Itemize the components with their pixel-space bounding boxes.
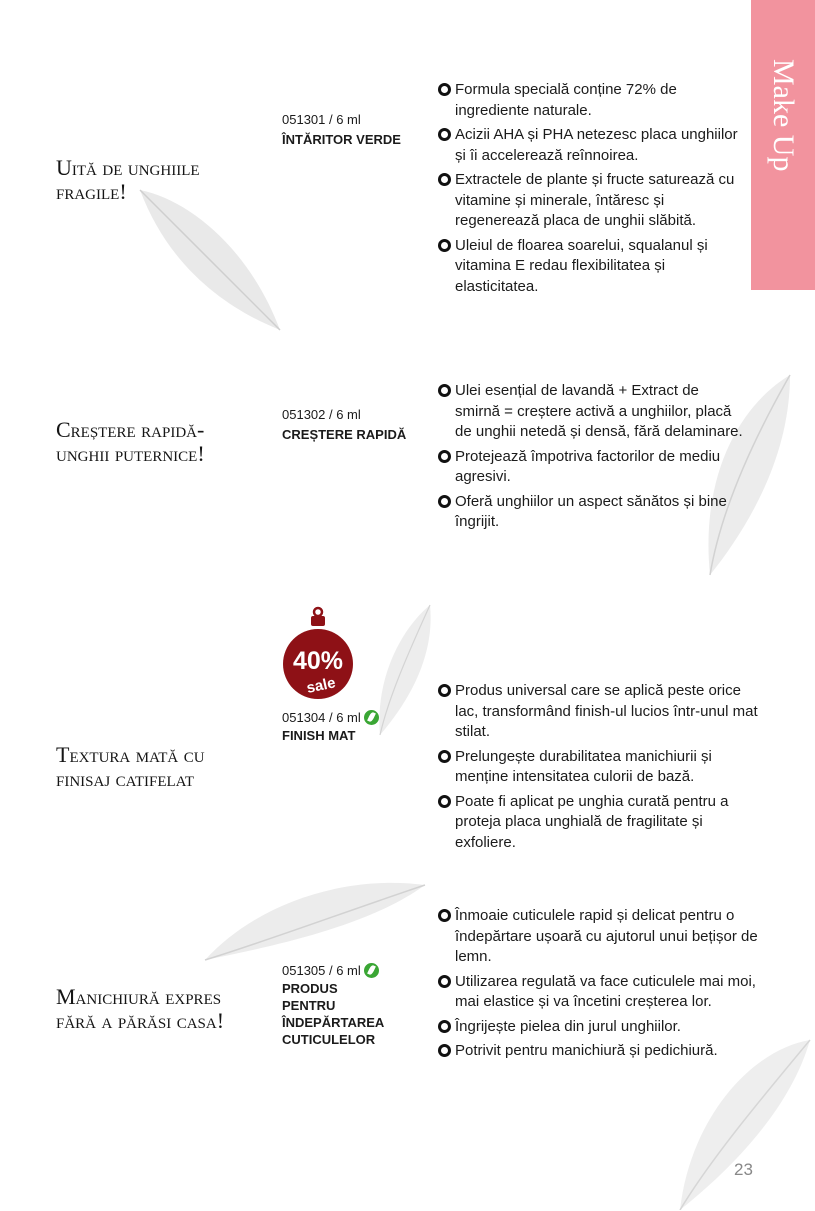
product-code: 051305 / 6 ml [282, 962, 379, 979]
bullet-icon [438, 750, 451, 763]
bullet-icon [438, 1044, 451, 1057]
bullet-icon [438, 795, 451, 808]
feature-item: Formula specială conține 72% de ingrediente naturale. [438, 80, 738, 121]
section-tab-label: Make Up [767, 58, 800, 172]
product-name: PRODUS PENTRU ÎNDEPĂRTAREA CUTICULELOR [282, 981, 384, 1047]
page-number: 23 [734, 1160, 753, 1179]
product-name: ÎNTĂRITOR VERDE [282, 132, 401, 147]
leaf-icon [364, 963, 379, 978]
product-name: CREȘTERE RAPIDĂ [282, 427, 407, 442]
sale-badge [282, 606, 354, 708]
product-name: FINISH MAT [282, 728, 356, 743]
bullet-icon [438, 128, 451, 141]
feature-list [438, 681, 760, 857]
feature-item: Utilizarea regulată va face cuticulele mai moi, mai elastice și va încetini creșterea lor. [438, 972, 763, 1013]
bullet-icon [438, 384, 451, 397]
product-headline: Manichiură expres fără a părăsi casa! [56, 984, 225, 1033]
sale-badge-percent: 40% [292, 647, 344, 675]
feature-item: Înmoaie cuticulele rapid și delicat pentru o îndepărtare ușoară cu ajutorul unui bețișor de lemn. [438, 906, 763, 968]
bullet-icon [438, 239, 451, 252]
product-code: 051301 / 6 ml [282, 112, 361, 127]
product-headline: Textura mată cu finisaj catifelat [56, 742, 205, 791]
leaf-icon [364, 710, 379, 725]
feature-item: Produs universal care se aplică peste orice lac, transformând finish-ul lucios într-unul mat stilat. [438, 681, 760, 743]
feather-decoration [130, 180, 290, 340]
feature-list [438, 80, 738, 301]
feature-list [438, 381, 743, 537]
feature-item: Uleiul de floarea soarelui, squalanul și vitamina E redau flexibilitatea și elasticitatea. [438, 236, 738, 298]
bullet-icon [438, 1020, 451, 1033]
bullet-icon [438, 173, 451, 186]
feature-item: Acizii AHA și PHA netezesc placa unghiilor și îi accelerează reînnoirea. [438, 125, 738, 166]
feature-item: Extractele de plante și fructe saturează cu vitamine și minerale, întăresc și regenerează placa de unghii slăbită. [438, 170, 738, 232]
feather-decoration [200, 870, 430, 970]
feature-item: Potrivit pentru manichiură și pedichiură. [438, 1041, 763, 1062]
feature-item: Poate fi aplicat pe unghia curată pentru a proteja placa unghială de fragilitate și exfoliere. [438, 792, 760, 854]
feature-item: Îngrijește pielea din jurul unghiilor. [438, 1017, 763, 1038]
section-tab [751, 0, 815, 290]
feature-item: Protejează împotriva factorilor de mediu agresivi. [438, 447, 743, 488]
feature-list [438, 906, 763, 1066]
sale-badge-word: sale [305, 674, 338, 697]
product-headline: Creștere rapidă- unghii puternice! [56, 417, 205, 466]
feature-item: Prelungește durabilitatea manichiurii și menține intensitatea culorii de bază. [438, 747, 760, 788]
product-headline: Uită de unghiile fragile! [56, 155, 200, 204]
bullet-icon [438, 684, 451, 697]
product-code: 051304 / 6 ml [282, 709, 379, 726]
bullet-icon [438, 495, 451, 508]
product-code: 051302 / 6 ml [282, 407, 361, 422]
feature-item: Oferă unghiilor un aspect sănătos și bine îngrijit. [438, 492, 743, 533]
bullet-icon [438, 909, 451, 922]
bullet-icon [438, 450, 451, 463]
bullet-icon [438, 83, 451, 96]
bullet-icon [438, 975, 451, 988]
feature-item: Ulei esențial de lavandă + Extract de smirnă = creștere activă a unghiilor, placă de unghii netedă și densă, fără delaminare. [438, 381, 743, 443]
